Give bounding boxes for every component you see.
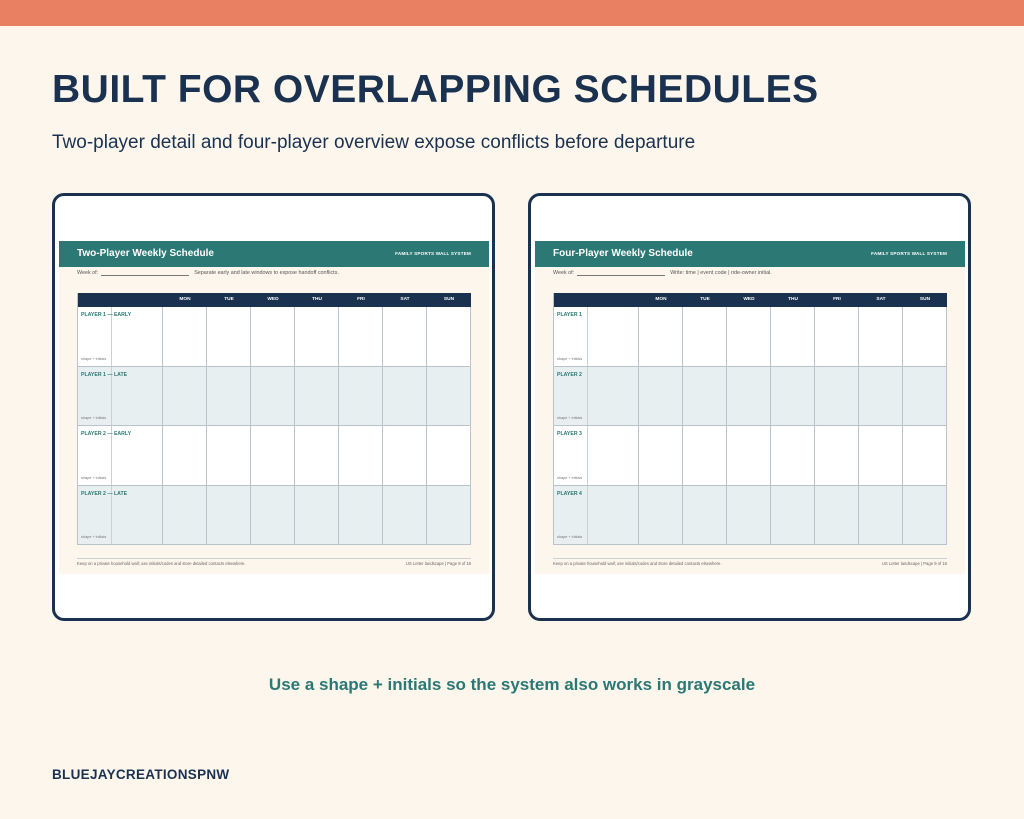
day-cell — [383, 486, 427, 545]
day-cell — [683, 307, 727, 366]
row-note: shape + initials — [81, 356, 107, 361]
grid-day-header — [78, 293, 471, 307]
day-cell — [815, 307, 859, 366]
day-cell — [771, 307, 815, 366]
footer-page-info: US Letter landscape | Page 9 of 16 — [881, 561, 947, 566]
day-header: SAT — [400, 297, 410, 302]
week-of-row — [553, 270, 772, 276]
sheet-footer — [553, 558, 947, 566]
day-cell — [163, 486, 207, 545]
tagline: Use a shape + initials so the system also works in grayscale — [268, 675, 756, 694]
day-cell — [383, 426, 427, 485]
day-cell — [771, 367, 815, 426]
brand-name: BLUEJAYCREATIONSPNW — [52, 767, 230, 782]
day-cell — [339, 307, 383, 366]
day-cell — [771, 486, 815, 545]
sheet-footer — [77, 558, 471, 566]
two-player-sheet — [59, 241, 489, 574]
row-label: PLAYER 1 — [557, 312, 582, 318]
day-cell — [251, 486, 295, 545]
day-cell — [383, 307, 427, 366]
day-header: MON — [655, 297, 667, 302]
day-header: MON — [179, 297, 191, 302]
day-cell — [727, 367, 771, 426]
sheet-title: Four-Player Weekly Schedule — [553, 248, 693, 259]
row-label: PLAYER 2 — EARLY — [81, 431, 132, 437]
schedule-row — [554, 367, 947, 427]
day-cell — [859, 426, 903, 485]
day-cell — [427, 486, 471, 545]
footer-note: Keep on a private household wall; use initials/codes and store detailed contacts elsewhere. — [77, 561, 246, 566]
day-cell — [903, 486, 947, 545]
day-cell — [771, 426, 815, 485]
day-cell — [859, 486, 903, 545]
day-cell — [815, 426, 859, 485]
day-cell — [427, 367, 471, 426]
day-cell — [207, 426, 251, 485]
schedule-row — [78, 367, 471, 427]
row-label: PLAYER 2 — LATE — [81, 490, 128, 497]
day-header: WED — [743, 297, 755, 302]
day-cell — [163, 426, 207, 485]
schedule-grid — [553, 293, 947, 545]
day-header: WED — [267, 297, 279, 302]
schedule-row — [554, 486, 947, 546]
week-of-label: Week of: — [77, 270, 99, 276]
top-accent-bar — [0, 0, 1024, 26]
day-cell — [427, 307, 471, 366]
row-note: shape + initials — [557, 475, 583, 480]
footer-note: Keep on a private household wall; use initials/codes and store detailed contacts elsewhere. — [553, 561, 722, 566]
schedule-row — [554, 426, 947, 486]
day-header: SAT — [876, 297, 886, 302]
day-cell — [295, 307, 339, 366]
page-headline: BUILT FOR OVERLAPPING SCHEDULES — [52, 68, 819, 111]
schedule-row — [78, 486, 471, 546]
row-label: PLAYER 1 — EARLY — [81, 312, 132, 318]
sheet-instruction: Write: time | event code | ride-owner initial. — [670, 270, 772, 276]
day-cell — [251, 367, 295, 426]
row-note: shape + initials — [81, 535, 107, 539]
week-of-blank — [101, 275, 189, 276]
row-note: shape + initials — [557, 356, 583, 361]
four-player-preview-frame — [528, 193, 971, 621]
day-cell — [383, 367, 427, 426]
day-cell — [903, 307, 947, 366]
sheet-instruction: Separate early and late windows to expose handoff conflicts. — [194, 270, 339, 276]
day-cell — [207, 307, 251, 366]
day-cell — [295, 367, 339, 426]
day-cell — [295, 486, 339, 545]
page-subhead: Two-player detail and four-player overview expose conflicts before departure — [52, 132, 696, 153]
day-cell — [339, 486, 383, 545]
day-header: FRI — [833, 297, 841, 302]
sheet-header — [59, 241, 489, 267]
day-cell — [251, 307, 295, 366]
schedule-row — [554, 307, 947, 367]
sheet-brand: FAMILY SPORTS WALL SYSTEM — [395, 251, 471, 256]
day-cell — [727, 307, 771, 366]
schedule-grid — [77, 293, 471, 545]
day-cell — [683, 367, 727, 426]
day-cell — [207, 367, 251, 426]
day-cell — [727, 426, 771, 485]
day-cell — [251, 426, 295, 485]
day-header: SUN — [443, 297, 455, 302]
row-label: PLAYER 3 — [557, 431, 582, 437]
day-header: FRI — [357, 297, 365, 302]
day-header: THU — [312, 297, 322, 302]
day-cell — [727, 486, 771, 545]
footer-page-info: US Letter landscape | Page 8 of 16 — [405, 561, 471, 566]
day-header: THU — [788, 297, 798, 302]
day-cell — [427, 426, 471, 485]
grid-day-header — [554, 293, 947, 307]
day-cell — [815, 486, 859, 545]
day-cell — [163, 367, 207, 426]
day-header: TUE — [700, 297, 710, 302]
day-header: TUE — [224, 297, 234, 302]
day-cell — [207, 486, 251, 545]
row-note: shape + initials — [557, 416, 583, 420]
day-cell — [339, 426, 383, 485]
day-cell — [815, 367, 859, 426]
day-cell — [903, 367, 947, 426]
two-player-preview-frame — [52, 193, 495, 621]
week-of-label: Week of: — [553, 270, 575, 276]
row-note: shape + initials — [81, 416, 107, 420]
row-note: shape + initials — [81, 475, 107, 480]
schedule-row — [78, 307, 471, 367]
row-label: PLAYER 2 — [557, 371, 582, 378]
day-cell — [683, 486, 727, 545]
day-cell — [639, 367, 683, 426]
day-cell — [339, 367, 383, 426]
day-cell — [639, 426, 683, 485]
schedule-row — [78, 426, 471, 486]
day-cell — [903, 426, 947, 485]
day-cell — [639, 307, 683, 366]
row-label: PLAYER 4 — [557, 490, 582, 497]
row-label: PLAYER 1 — LATE — [81, 371, 128, 378]
day-cell — [639, 486, 683, 545]
day-cell — [163, 307, 207, 366]
day-header: SUN — [919, 297, 931, 302]
week-of-blank — [577, 275, 665, 276]
week-of-row — [77, 270, 339, 276]
sheet-brand: FAMILY SPORTS WALL SYSTEM — [871, 251, 947, 256]
day-cell — [295, 426, 339, 485]
row-note: shape + initials — [557, 535, 583, 539]
sheet-header — [535, 241, 965, 267]
sheet-title: Two-Player Weekly Schedule — [77, 248, 214, 259]
day-cell — [859, 367, 903, 426]
day-cell — [683, 426, 727, 485]
four-player-sheet — [535, 241, 965, 574]
day-cell — [859, 307, 903, 366]
